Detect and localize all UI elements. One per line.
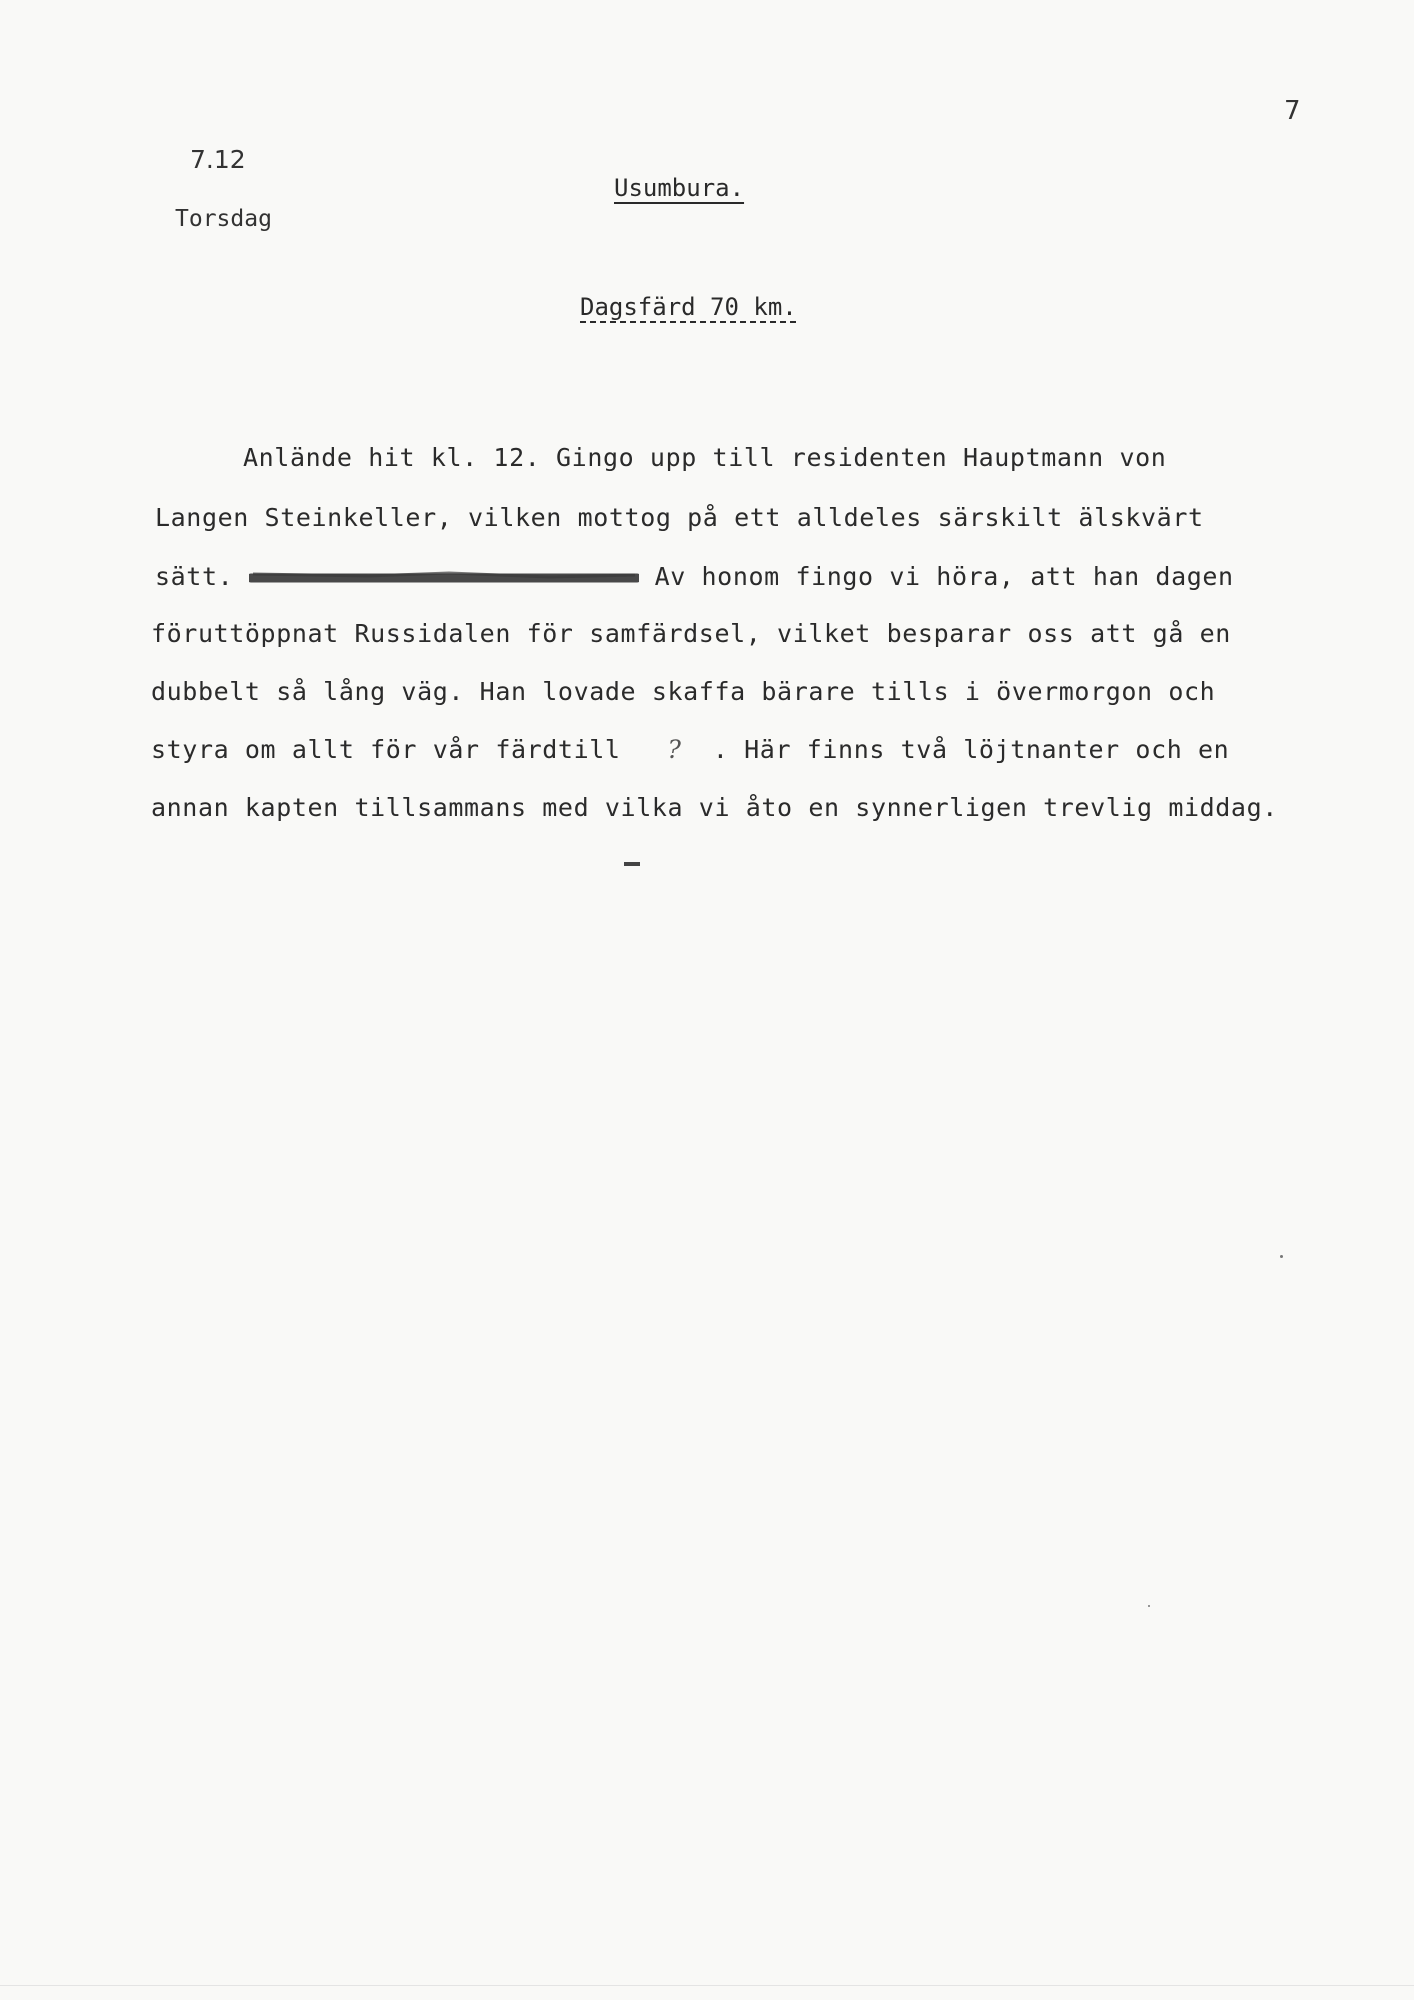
dash-mark bbox=[624, 862, 640, 866]
body-line-1: Anlände hit kl. 12. Gingo upp till residenten Hauptmann von bbox=[243, 443, 1167, 472]
page-edge bbox=[0, 1985, 1414, 1986]
body-line-3-end: Av honom fingo vi höra, att han dagen bbox=[654, 562, 1234, 591]
body-line-6-start: styra om allt för vår färdtill bbox=[151, 735, 621, 764]
handwritten-question-mark: ? bbox=[667, 735, 682, 764]
body-line-3 bbox=[155, 562, 1234, 591]
body-line-3-start: sätt. bbox=[155, 562, 234, 591]
struck-out-text bbox=[249, 566, 639, 590]
body-line-4: föruttöppnat Russidalen för samfärdsel, vilket besparar oss att gå en bbox=[151, 619, 1231, 648]
paper-speck bbox=[1280, 1255, 1283, 1258]
body-line-2: Langen Steinkeller, vilken mottog på ett alldeles särskilt älskvärt bbox=[155, 503, 1204, 532]
entry-distance-heading: Dagsfärd 70 km. bbox=[580, 293, 797, 321]
entry-weekday: Torsdag bbox=[175, 206, 272, 232]
paper-speck bbox=[1148, 1605, 1150, 1607]
entry-place-heading: Usumbura. bbox=[614, 174, 745, 202]
body-line-6-end: . Här finns två löjtnanter och en bbox=[712, 735, 1230, 764]
page-number: 7 bbox=[1284, 96, 1301, 126]
body-line-7: annan kapten tillsammans med vilka vi åto en synnerligen trevlig middag. bbox=[151, 793, 1278, 822]
body-line-6 bbox=[151, 735, 1229, 764]
body-line-5: dubbelt så lång väg. Han lovade skaffa bärare tills i övermorgon och bbox=[151, 677, 1216, 706]
entry-date: 7.12 bbox=[190, 145, 246, 174]
